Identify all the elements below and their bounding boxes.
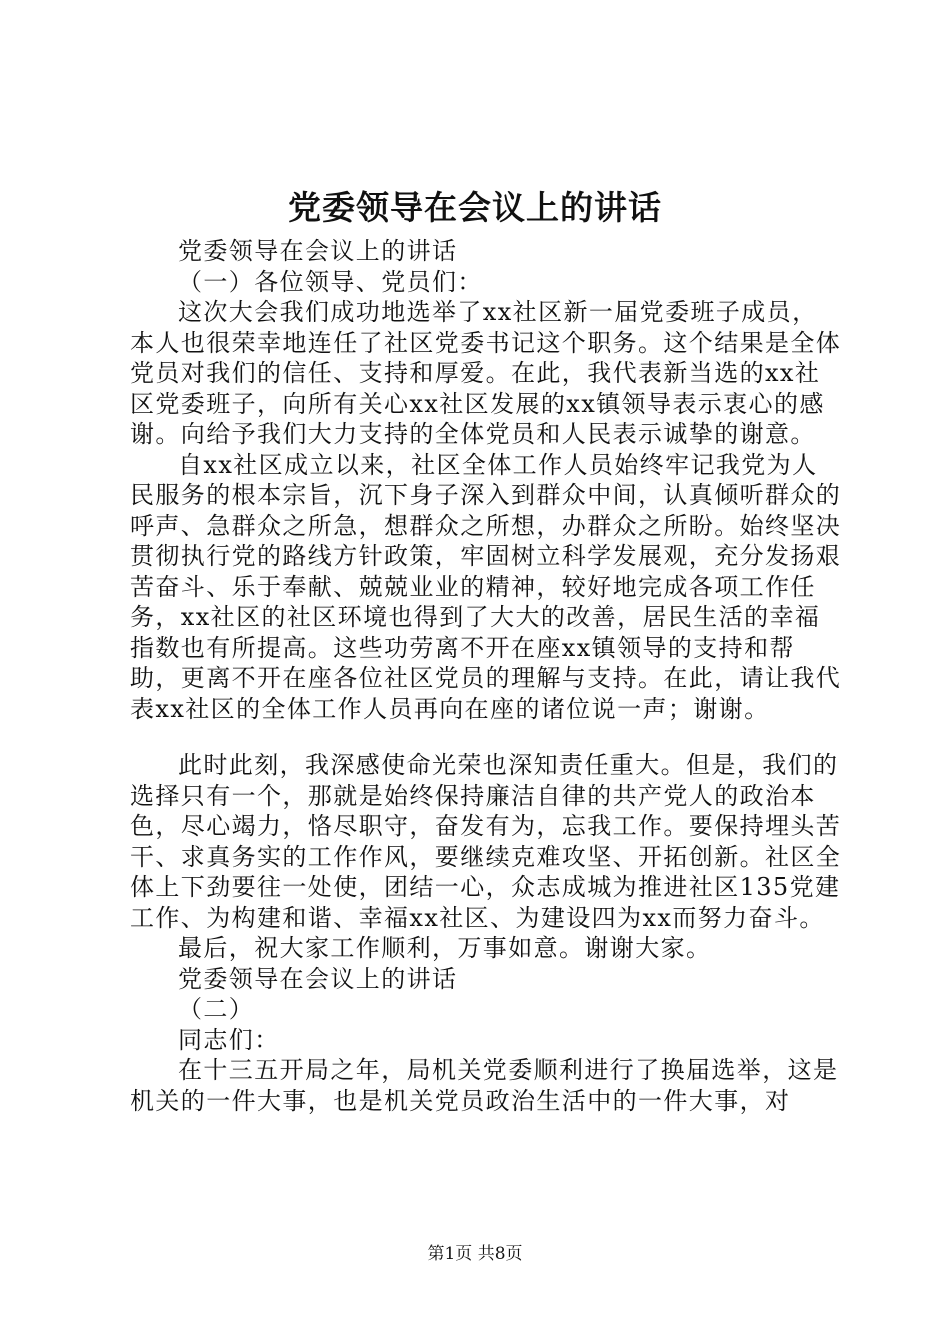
paragraph-salutation-2: 同志们： [178, 1025, 280, 1054]
paragraph-heading-repeat: 党委领导在会议上的讲话 [178, 237, 458, 265]
paragraph-election-result: 这次大会我们成功地选举了xx社区新一届党委班子成员，本人也很荣幸地连任了社区党委书记这个职务。这个结果是全体党员对我们的信任、支持和厚爱。在此，我代表新当选的xx社区党委班子，向所有关心xx社区发展的xx镇领导表示衷心的感谢。向给予我们大力支持的全体党员和人民表示诚挚的谢意。 [130, 298, 842, 448]
document-body [130, 236, 842, 1116]
paragraph-community-work: 自xx社区成立以来，社区全体工作人员始终牢记我党为人民服务的根本宗旨，沉下身子深入到群众中间，认真倾听群众的呼声、急群众之所急，想群众之所想，办群众之所盼。始终坚决贯彻执行党的路线方针政策，牢固树立科学发展观，充分发扬艰苦奋斗、乐于奉献、兢兢业业的精神，较好地完成各项工作任务，xx社区的社区环境也得到了大大的改善，居民生活的幸福指数也有所提高。这些功劳离不开在座xx镇领导的支持和帮助，更离不开在座各位社区党员的理解与支持。在此，请让我代表xx社区的全体工作人员再向在座的诸位说一声；谢谢。 [130, 450, 842, 723]
paragraph-section-two: （二） [178, 995, 255, 1023]
paragraph-second-speech-opening: 在十三五开局之年，局机关党委顺利进行了换届选举，这是机关的一件大事，也是机关党员政治生活中的一件大事，对 [130, 1056, 839, 1115]
paragraph-mission: 此时此刻，我深感使命光荣也深知责任重大。但是，我们的选择只有一个，那就是始终保持廉洁自律的共产党人的政治本色，尽心竭力，恪尽职守，奋发有为，忘我工作。要保持埋头苦干、求真务实的工作作风，要继续克难攻坚、开拓创新。社区全体上下劲要往一处使，团结一心，众志成城为推进社区135党建工作、为构建和谐、幸福xx社区、为建设四为xx而努力奋斗。 [130, 751, 842, 932]
paragraph-closing: 最后，祝大家工作顺利，万事如意。谢谢大家。 [178, 934, 712, 962]
paragraph-heading-second: 党委领导在会议上的讲话 [178, 964, 458, 993]
page-number-footer: 第1页 共8页 [427, 1244, 523, 1264]
document-title: 党委领导在会议上的讲话 [288, 188, 662, 227]
paragraph-salutation-1: （一）各位领导、党员们： [178, 267, 483, 296]
